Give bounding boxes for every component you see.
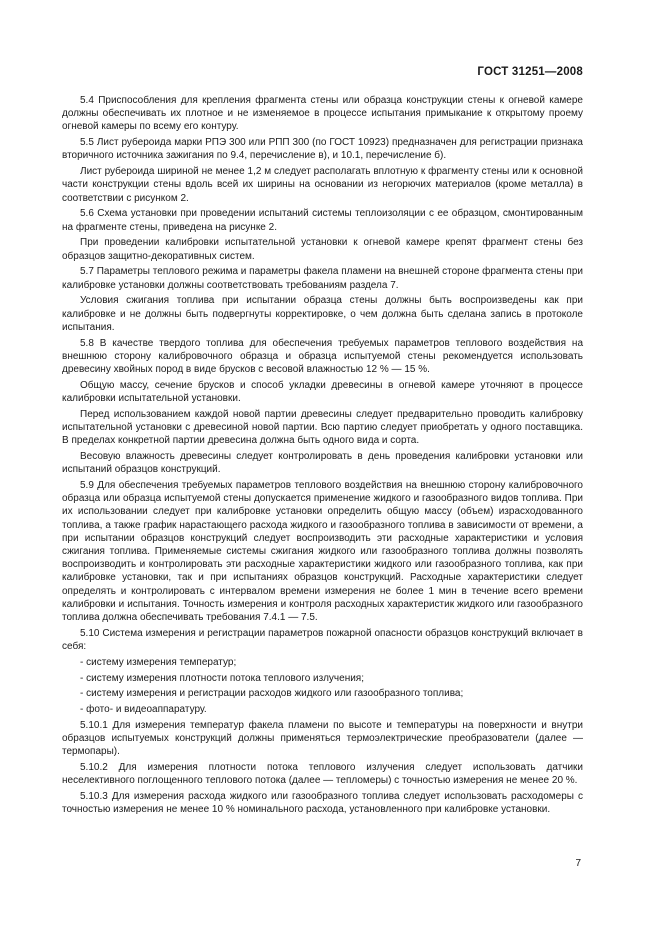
paragraph-5-7: 5.7 Параметры теплового режима и параметры факела пламени на внешней стороне фрагмента стены при калибровке установки должны соответствовать требованиям раздела 7.	[62, 266, 583, 291]
list-item: - систему измерения температур;	[80, 656, 237, 668]
paragraph-5-10: 5.10 Система измерения и регистрации параметров пожарной опасности образцов конструкций включает в себя:	[62, 627, 583, 653]
paragraph-5-10-3: 5.10.3 Для измерения расхода жидкого или газообразного топлива следует использовать расходомеры с точностью измерения не менее 10 % номинального расхода, установленного при калибровке установки.	[62, 791, 583, 816]
paragraph-5-5-cont: Лист рубероида шириной не менее 1,2 м следует располагать вплотную к фрагменту стены или к основной части конструкции стены вдоль всей их ширины на основании из негорючих материалов (кроме металла) в соответствии с рисунком 2.	[62, 166, 583, 204]
paragraph-5-7-cont: Условия сжигания топлива при испытании образца стены должны быть воспроизведены как при калибровке и не должны быть подвергнуты корректировке, о чем должна быть сделана запись в протоколе испытания.	[62, 295, 583, 333]
paragraph-5-4: 5.4 Приспособления для крепления фрагмента стены или образца конструкции стены к огневой камере должны обеспечивать их плотное и не изменяемое в процессе испытания примыкание к открытому проему огневой камеры по всему его контуру.	[62, 95, 583, 133]
standard-header: ГОСТ 31251—2008	[477, 66, 583, 78]
paragraph-5-8-cont-3: Весовую влажность древесины следует контролировать в день проведения калибровки установки или испытаний образцов конструкций.	[62, 451, 583, 476]
paragraph-5-6-cont: При проведении калибровки испытательной установки к огневой камере крепят фрагмент стены без образцов защитно-декоративных систем.	[62, 237, 583, 262]
paragraph-5-8: 5.8 В качестве твердого топлива для обеспечения требуемых параметров теплового воздействия на внешнюю сторону калибровочного образца и образца испытуемой стены рекомендуется использовать древесину хвойных пород в виде брусков с весовой влажностью 12 % — 15 %.	[62, 337, 583, 376]
paragraph-5-10-1: 5.10.1 Для измерения температур факела пламени по высоте и температуры на поверхности и внутри образцов испытуемых конструкций должны применяться термоэлектрические преобразователи (далее — термопары).	[62, 720, 583, 758]
paragraph-5-5: 5.5 Лист рубероида марки РПЭ 300 или РПП 300 (по ГОСТ 10923) предназначен для регистрации признака вторичного источника зажигания по 9.4, перечисление в), и 10.1, перечисление б).	[62, 137, 583, 162]
page-number: 7	[575, 858, 581, 869]
paragraph-5-6: 5.6 Схема установки при проведении испытаний системы теплоизоляции с ее образцом, смонтированным на фрагменте стены, приведена на рисунке 2.	[62, 208, 583, 233]
paragraph-5-10-2: 5.10.2 Для измерения плотности потока теплового излучения следует использовать датчики неселективного поглощенного теплового потока (далее — тепломеры) с точностью измерения не менее 20 %.	[62, 762, 583, 787]
list-item: - систему измерения плотности потока теплового излучения;	[80, 672, 365, 684]
document-body	[62, 94, 583, 819]
list-item: - систему измерения и регистрации расходов жидкого или газообразного топлива;	[80, 688, 464, 700]
list-item: - фото- и видеоаппаратуру.	[80, 704, 207, 716]
paragraph-5-9: 5.9 Для обеспечения требуемых параметров теплового воздействия на внешнюю сторону калибровочного образца или образца испытуемой стены допускается применение жидкого и газообразного видов топлива. При их использовании следует при калибровке установки определить общую массу (объем) израсходованного топлива, а также график нарастающего расхода жидкого и газообразного топлива в зависимости от времени, а при испытании образцов конструкций следует воспроизводить эти расходные характеристики и условия сжигания топлива. Применяемые системы сжигания жидкого или газообразного топлива должны позволять воспроизводить и контролировать эти расходные характеристики жидкого или газообразного топлива, как при калибровке установки, так и при испытаниях образцов конструкций. Расходные характеристики следует определять и контролировать с интервалом времени измерения не более 1 мин в течение всего времени калибровки и испытания. Точность измерения и контроля расходных характеристик жидкого или газообразного топлива должна обеспечивать требования 7.4.1 — 7.5.	[62, 480, 583, 624]
paragraph-5-8-cont-2: Перед использованием каждой новой партии древесины следует предварительно проводить калибровку испытательной установки с древесиной новой партии. Всю партию следует приобретать у одного поставщика. В пределах конкретной партии древесина должна быть одного вида и сорта.	[62, 408, 583, 447]
paragraph-5-8-cont-1: Общую массу, сечение брусков и способ укладки древесины в огневой камере уточняют в процессе калибровки испытательной установки.	[62, 379, 583, 405]
